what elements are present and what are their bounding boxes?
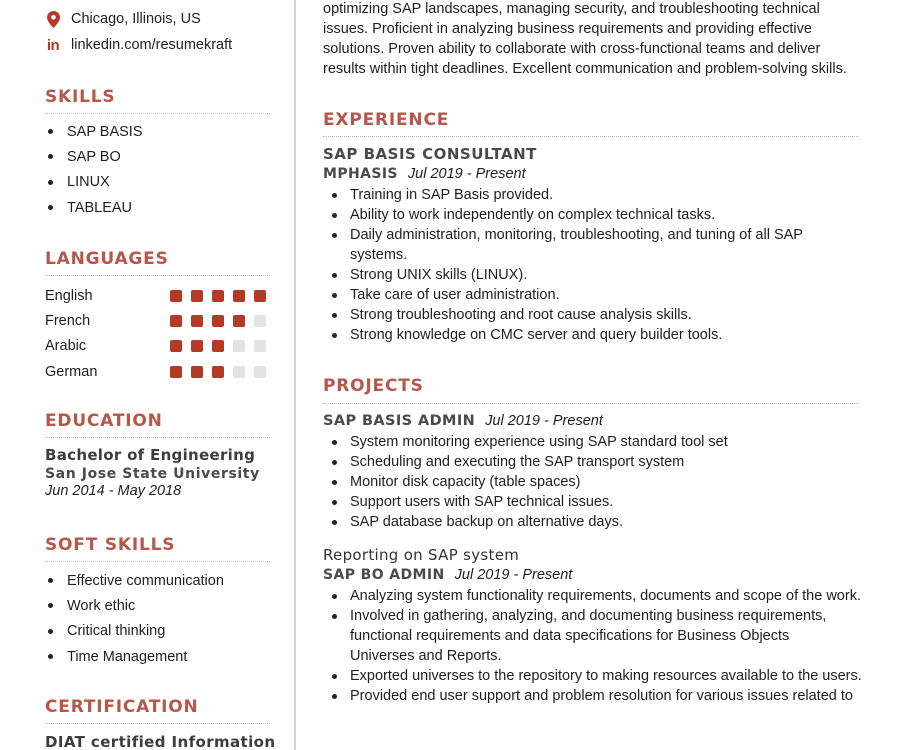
skill-item: LINUX [45, 170, 143, 195]
job-bullet: Strong knowledge on CMC server and query builder tools. [330, 325, 865, 345]
left-column [0, 0, 295, 750]
soft-skills-heading: SOFT SKILLS [45, 535, 176, 555]
level-dot-filled [191, 340, 203, 352]
level-dot-filled [191, 290, 203, 302]
project-bullet: Exported universes to the repository to making resources available to the users. [330, 666, 865, 686]
skill-item: SAP BASIS [45, 119, 143, 144]
level-dot-filled [212, 340, 224, 352]
level-dot-filled [212, 290, 224, 302]
job-meta [323, 166, 526, 182]
skill-item: TABLEAU [45, 195, 143, 220]
project-bullet: Monitor disk capacity (table spaces) [330, 472, 865, 492]
project-bullet: SAP database backup on alternative days. [330, 512, 865, 532]
education-divider [45, 437, 270, 438]
soft-skill-item: Effective communication [45, 568, 224, 593]
language-level [170, 315, 266, 327]
project-dates: Jul 2019 - Present [454, 567, 573, 583]
project-bullet: Analyzing system functionality requirements, documents and scope of the work. [330, 586, 865, 606]
summary-line: issues. Proficient in analyzing business requirements and providing effective [323, 21, 812, 37]
language-name: German [45, 363, 98, 380]
soft-skill-item: Work ethic [45, 593, 224, 618]
project-role: SAP BO ADMIN [323, 567, 445, 583]
level-dot-filled [233, 290, 245, 302]
language-level [170, 290, 266, 302]
job-bullet: Daily administration, monitoring, troubleshooting, and tuning of all SAP systems. [330, 225, 865, 265]
language-level [170, 366, 266, 378]
language-row [45, 308, 270, 333]
certification-name: DIAT certified Information [45, 733, 276, 750]
soft-skill-item: Time Management [45, 644, 224, 669]
language-row [45, 359, 270, 384]
contact-item-partial [45, 0, 191, 2]
summary-line: results within tight deadlines. Excellent communication and problem-solving skills. [323, 61, 847, 77]
soft-skills-divider [45, 561, 270, 562]
job-bullet: Strong UNIX skills (LINUX). [330, 265, 865, 285]
skills-divider [45, 113, 270, 114]
level-dot-filled [212, 366, 224, 378]
linkedin-link[interactable]: linkedin.com/resumekraft [71, 37, 233, 53]
level-dot-filled [212, 315, 224, 327]
level-dot-empty [233, 340, 245, 352]
level-dot-filled [191, 315, 203, 327]
level-dot-empty [254, 340, 266, 352]
experience-heading: EXPERIENCE [323, 110, 450, 130]
project-bullet: Involved in gathering, analyzing, and documenting business requirements, functional requirements and data specifications for Business Objects Universes and Reports. [330, 606, 865, 666]
summary-line: solutions. Proven ability to collaborate with cross-functional teams and deliver [323, 41, 821, 57]
education-school: San Jose State University [45, 466, 260, 482]
education-dates: Jun 2014 - May 2018 [45, 483, 182, 499]
project-meta [323, 567, 572, 583]
project-bullet: Provided end user support and problem resolution for various issues related to [330, 686, 865, 706]
languages-heading: LANGUAGES [45, 249, 169, 269]
project-dates: Jul 2019 - Present [485, 413, 603, 429]
language-name: English [45, 287, 93, 304]
project-meta [323, 413, 603, 429]
language-level [170, 340, 266, 352]
projects-divider [323, 403, 859, 404]
experience-divider [323, 136, 859, 137]
job-dates: Jul 2019 - Present [407, 166, 526, 182]
skill-item: SAP BO [45, 144, 143, 169]
level-dot-filled [170, 290, 182, 302]
level-dot-filled [170, 366, 182, 378]
map-pin-icon [45, 11, 61, 27]
linkedin-icon: in [46, 36, 60, 54]
column-divider [294, 0, 296, 750]
education-entry [45, 446, 260, 499]
skills-heading: SKILLS [45, 87, 116, 107]
language-row [45, 334, 270, 359]
education-degree: Bachelor of Engineering [45, 446, 256, 464]
contact-location [45, 11, 201, 27]
language-name: Arabic [45, 338, 87, 355]
level-dot-filled [191, 366, 203, 378]
level-dot-filled [233, 315, 245, 327]
level-dot-filled [170, 340, 182, 352]
level-dot-empty [254, 315, 266, 327]
summary-paragraph [323, 0, 868, 79]
projects-heading: PROJECTS [323, 376, 424, 396]
project-bullet: Support users with SAP technical issues. [330, 492, 865, 512]
languages-list [45, 283, 270, 384]
job-bullet: Training in SAP Basis provided. [330, 185, 865, 205]
project-bullets [330, 586, 865, 706]
job-company: MPHASIS [323, 166, 398, 182]
level-dot-empty [254, 366, 266, 378]
certification-heading: CERTIFICATION [45, 697, 199, 717]
summary-line: optimizing SAP landscapes, managing security, and troubleshooting technical [323, 1, 820, 17]
certification-divider [45, 723, 270, 724]
skills-list [45, 119, 143, 220]
contact-linkedin[interactable] [45, 37, 232, 53]
education-heading: EDUCATION [45, 411, 163, 431]
job-bullet: Strong troubleshooting and root cause analysis skills. [330, 305, 865, 325]
language-name: French [45, 312, 91, 329]
job-title: SAP BASIS CONSULTANT [323, 145, 537, 163]
job-bullets [330, 185, 865, 345]
level-dot-empty [233, 366, 245, 378]
soft-skills-list [45, 568, 224, 669]
project-bullets [330, 432, 865, 532]
job-bullet: Ability to work independently on complex technical tasks. [330, 205, 865, 225]
location-text: Chicago, Illinois, US [71, 11, 201, 27]
language-row [45, 283, 270, 308]
project-bullet: Scheduling and executing the SAP transport system [330, 452, 865, 472]
level-dot-filled [170, 315, 182, 327]
soft-skill-item: Critical thinking [45, 619, 224, 644]
project-name: Reporting on SAP system [323, 546, 520, 564]
project-role: SAP BASIS ADMIN [323, 413, 476, 429]
languages-divider [45, 275, 270, 276]
level-dot-filled [254, 290, 266, 302]
project-bullet: System monitoring experience using SAP standard tool set [330, 432, 865, 452]
job-bullet: Take care of user administration. [330, 285, 865, 305]
